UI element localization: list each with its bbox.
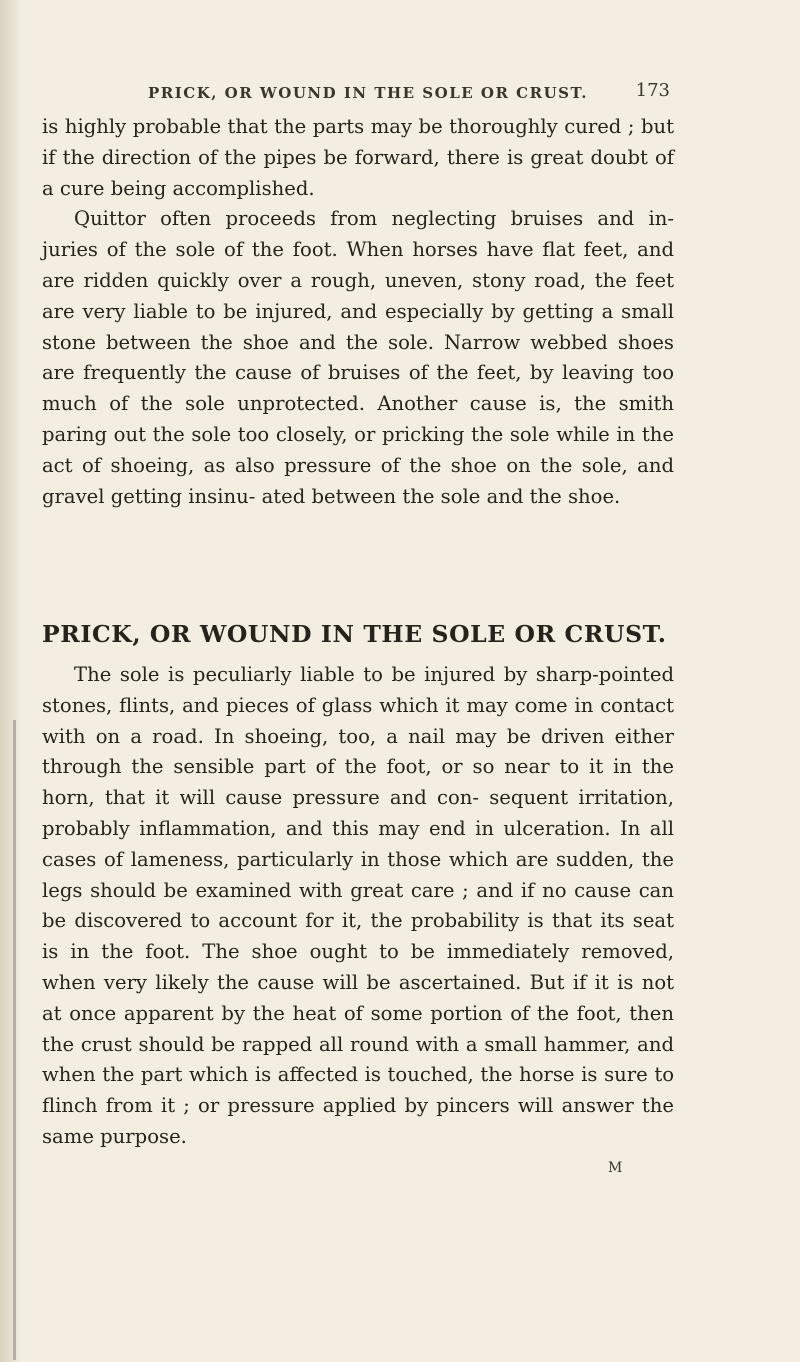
paragraph-continued: is highly probable that the parts may be thoroughly cured ; but if the direction of the pipes be forward, there is great doubt of a cure being accomplished.	[42, 115, 674, 200]
signature-mark: M	[608, 1160, 623, 1176]
running-head: PRICK, OR WOUND IN THE SOLE OR CRUST.	[148, 84, 588, 102]
text-block-continued	[42, 112, 674, 512]
page-edge-shadow	[0, 0, 22, 1362]
section-heading: PRICK, OR WOUND IN THE SOLE OR CRUST.	[42, 620, 667, 648]
page-number: 173	[635, 80, 670, 101]
paragraph-quittor: Quittor often proceeds from neglecting bruises and in- juries of the sole of the foot. When horses have flat feet, and are ridden quickly over a rough, uneven, stony road, the feet are very liable to be injured, and especially by getting a small stone between the shoe and the sole. Narrow webbed shoes are frequently the cause of bruises of the feet, by leaving too much of the sole unprotected. Another cause is, the smith paring out the sole too closely, or pricking the sole while in the act of shoeing, as also pressure of the shoe on the sole, and gravel getting insinu- ated between the sole and the shoe.	[42, 207, 674, 508]
paragraph-prick: The sole is peculiarly liable to be injured by sharp-pointed stones, flints, and pieces of glass which it may come in contact with on a road. In shoeing, too, a nail may be driven either through the sensible part of the foot, or so near to it in the horn, that it will cause pressure and con- sequent irritation, probably inflammation, and this may end in ulceration. In all cases of lameness, particularly in those which are sudden, the legs should be examined with great care ; and if no cause can be discovered to account for it, the probability is that its seat is in the foot. The shoe ought to be immediately removed, when very likely the cause will be ascertained. But if it is not at once apparent by the heat of some portion of the foot, then the crust should be rapped all round with a small hammer, and when the part which is affected is touched, the horse is sure to flinch from it ; or pressure applied by pincers will answer the same purpose.	[42, 663, 674, 1148]
text-block-section	[42, 660, 674, 1153]
binding-line	[13, 720, 16, 1360]
